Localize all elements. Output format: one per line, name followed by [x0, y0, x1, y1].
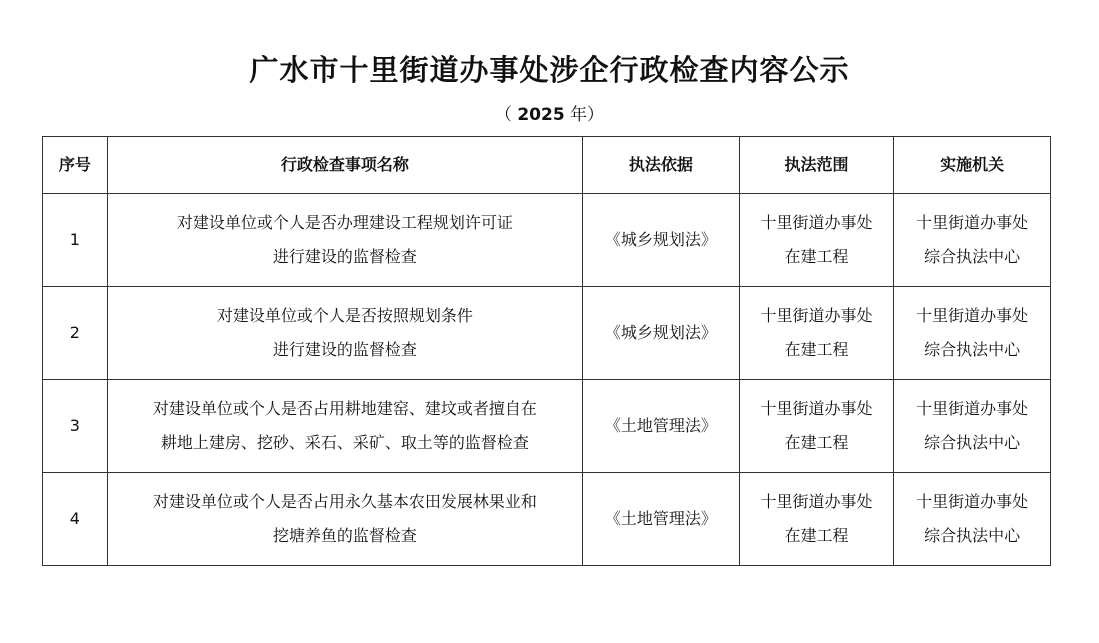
row-item [107, 380, 582, 473]
row-basis: 《土地管理法》 [583, 473, 740, 566]
item-line: 对建设单位或个人是否占用永久基本农田发展林果业和 [152, 492, 537, 511]
subtitle-suffix: 年） [570, 105, 605, 125]
scope-line: 在建工程 [784, 526, 849, 545]
row-item [107, 473, 582, 566]
row-scope [739, 194, 894, 287]
table-row [43, 287, 1051, 380]
item-line: 对建设单位或个人是否占用耕地建窑、建坟或者擅自在 [152, 399, 537, 418]
agency-line: 综合执法中心 [924, 526, 1021, 545]
row-item [107, 194, 582, 287]
table-header-row [43, 137, 1051, 194]
scope-line: 在建工程 [784, 433, 849, 452]
row-agency [894, 380, 1051, 473]
scope-line: 十里街道办事处 [760, 399, 873, 418]
agency-line: 综合执法中心 [924, 247, 1021, 266]
agency-line: 十里街道办事处 [916, 399, 1029, 418]
row-scope [739, 380, 894, 473]
header-scope: 执法范围 [739, 137, 894, 194]
header-item: 行政检查事项名称 [107, 137, 582, 194]
header-basis: 执法依据 [583, 137, 740, 194]
page-title: 广水市十里街道办事处涉企行政检查内容公示 [249, 53, 850, 87]
agency-line: 综合执法中心 [924, 433, 1021, 452]
row-no: 4 [43, 473, 108, 566]
table-row [43, 194, 1051, 287]
subtitle-open: （ [494, 105, 512, 125]
scope-line: 十里街道办事处 [760, 213, 873, 232]
row-basis: 《土地管理法》 [583, 380, 740, 473]
item-line: 进行建设的监督检查 [272, 247, 417, 266]
row-basis: 《城乡规划法》 [583, 194, 740, 287]
scope-line: 十里街道办事处 [760, 306, 873, 325]
header-agency: 实施机关 [894, 137, 1051, 194]
scope-line: 在建工程 [784, 340, 849, 359]
table-row [43, 473, 1051, 566]
row-no: 3 [43, 380, 108, 473]
item-line: 对建设单位或个人是否办理建设工程规划许可证 [176, 213, 513, 232]
row-basis: 《城乡规划法》 [583, 287, 740, 380]
agency-line: 十里街道办事处 [916, 213, 1029, 232]
agency-line: 综合执法中心 [924, 340, 1021, 359]
item-line: 进行建设的监督检查 [272, 340, 417, 359]
item-line: 挖塘养鱼的监督检查 [272, 526, 417, 545]
year-subtitle [0, 100, 1099, 125]
row-no: 2 [43, 287, 108, 380]
header-no: 序号 [43, 137, 108, 194]
row-scope [739, 473, 894, 566]
agency-line: 十里街道办事处 [916, 492, 1029, 511]
agency-line: 十里街道办事处 [916, 306, 1029, 325]
subtitle-year: 2025 [517, 105, 565, 125]
scope-line: 十里街道办事处 [760, 492, 873, 511]
scope-line: 在建工程 [784, 247, 849, 266]
item-line: 耕地上建房、挖砂、采石、采矿、取土等的监督检查 [160, 433, 529, 452]
row-item [107, 287, 582, 380]
table-row [43, 380, 1051, 473]
row-no: 1 [43, 194, 108, 287]
row-agency [894, 473, 1051, 566]
row-scope [739, 287, 894, 380]
item-line: 对建设单位或个人是否按照规划条件 [216, 306, 473, 325]
row-agency [894, 194, 1051, 287]
row-agency [894, 287, 1051, 380]
inspection-table [42, 136, 1051, 566]
